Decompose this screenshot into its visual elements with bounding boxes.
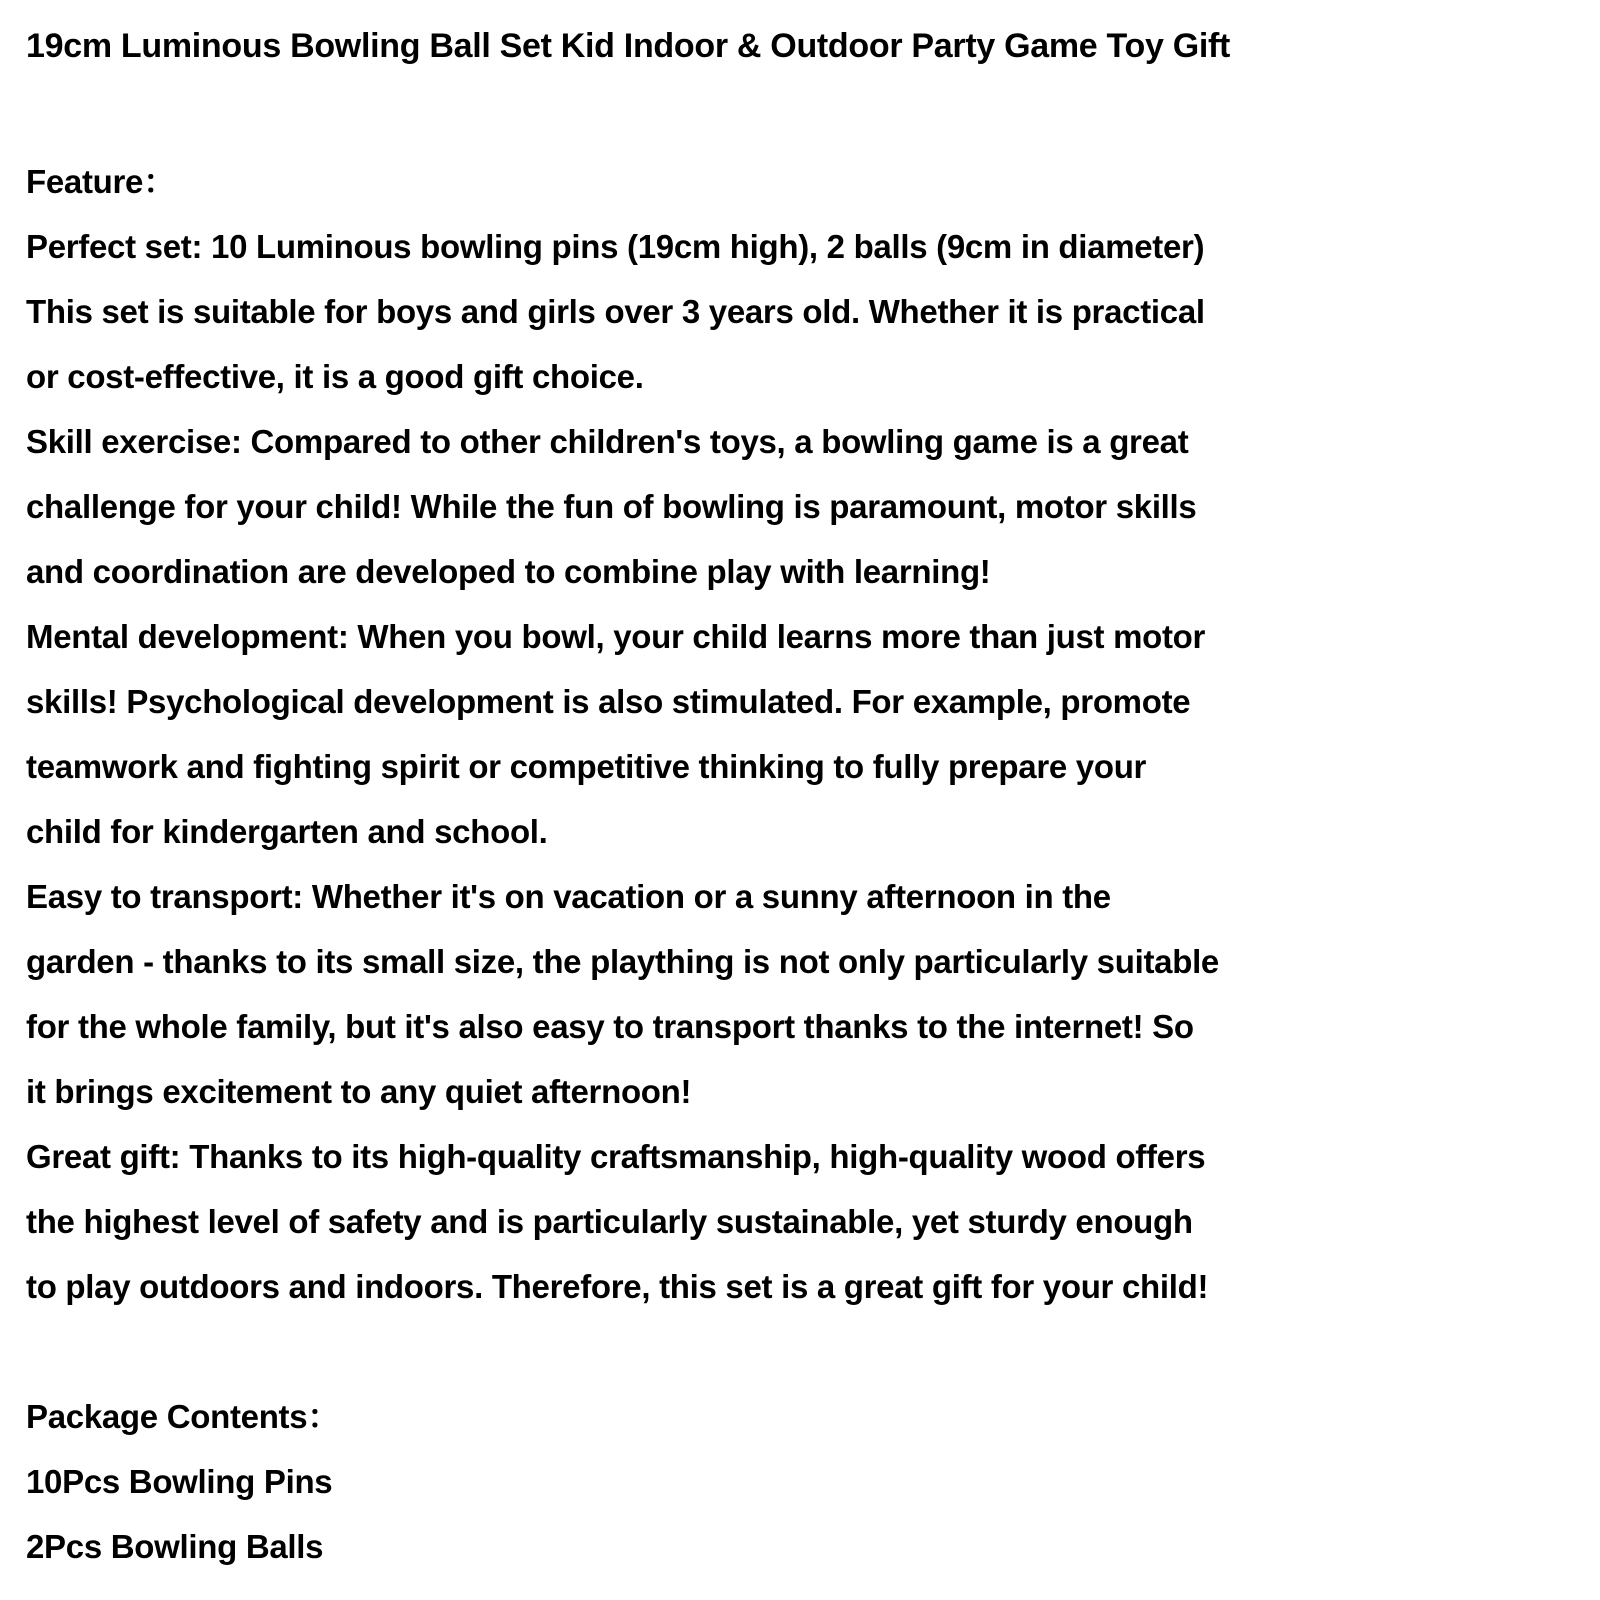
feature-line: challenge for your child! While the fun of bowling is paramount, motor skills [26,488,1197,525]
feature-line: to play outdoors and indoors. Therefore, this set is a great gift for your child! [26,1268,1209,1305]
feature-line: Great gift: Thanks to its high-quality craftsmanship, high-quality wood offers [26,1138,1206,1175]
feature-line: teamwork and fighting spirit or competitive thinking to fully prepare your [26,748,1147,785]
feature-line: for the whole family, but it's also easy to transport thanks to the internet! So [26,1008,1194,1045]
feature-line: Mental development: When you bowl, your child learns more than just motor [26,618,1206,655]
feature-line: child for kindergarten and school. [26,813,548,850]
package-item: 10Pcs Bowling Pins [26,1463,333,1500]
feature-line: it brings excitement to any quiet afternoon! [26,1073,692,1110]
package-item: 2Pcs Bowling Balls [26,1528,324,1565]
feature-line: and coordination are developed to combine play with learning! [26,553,991,590]
feature-line: Skill exercise: Compared to other children's toys, a bowling game is a great [26,423,1189,460]
feature-line: Easy to transport: Whether it's on vacation or a sunny afternoon in the [26,878,1111,915]
feature-line: or cost-effective, it is a good gift choice. [26,358,644,395]
feature-line: garden - thanks to its small size, the plaything is not only particularly suitable [26,943,1219,980]
feature-line: Perfect set: 10 Luminous bowling pins (19cm high), 2 balls (9cm in diameter) [26,228,1205,265]
feature-line: the highest level of safety and is particularly sustainable, yet sturdy enough [26,1203,1193,1240]
feature-heading: Feature： [26,163,176,200]
package-contents-heading: Package Contents： [26,1398,340,1435]
product-title: 19cm Luminous Bowling Ball Set Kid Indoor & Outdoor Party Game Toy Gift [26,27,1231,65]
feature-line: skills! Psychological development is also stimulated. For example, promote [26,683,1191,720]
feature-line: This set is suitable for boys and girls over 3 years old. Whether it is practical [26,293,1205,330]
